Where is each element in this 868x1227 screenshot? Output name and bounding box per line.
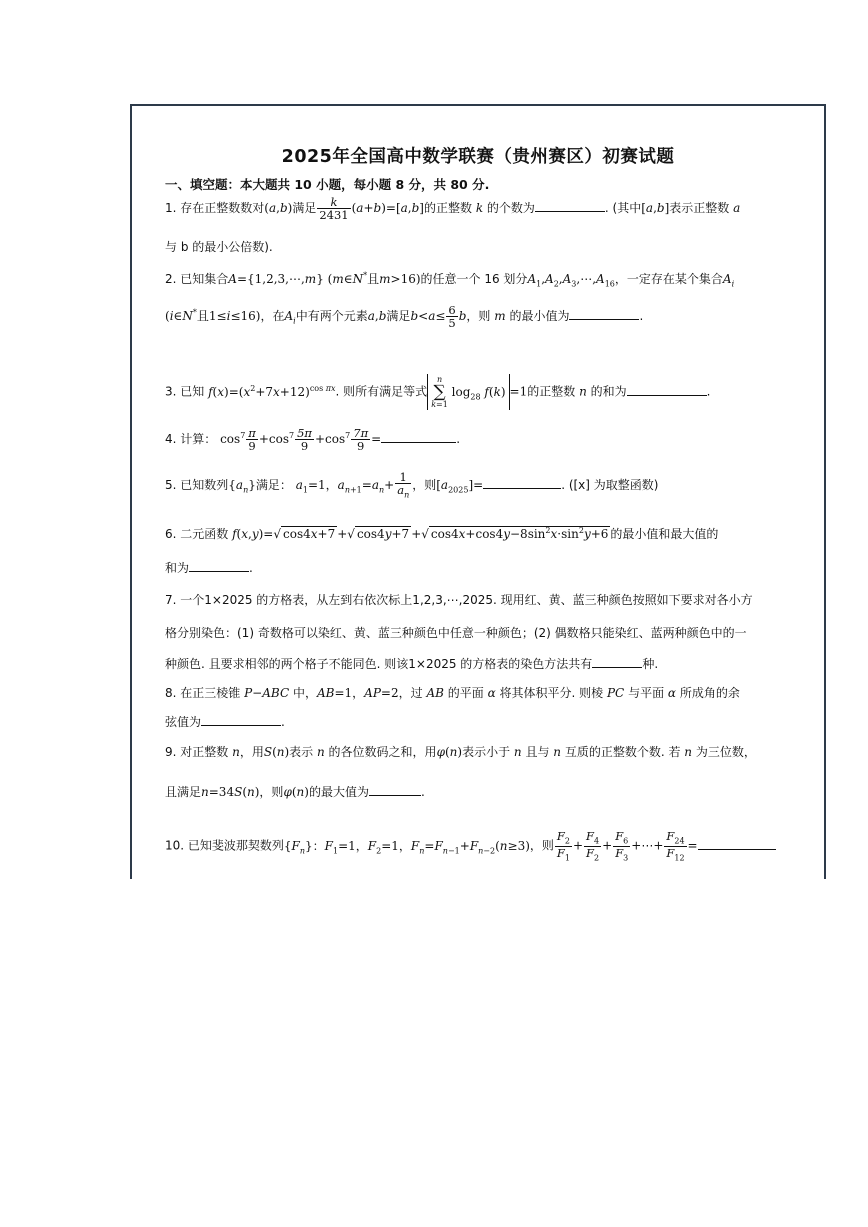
question-9-cont: 且满足n=34S(n)，则φ(n)的最大值为 .	[165, 785, 425, 799]
answer-blank[interactable]	[381, 430, 456, 443]
question-6: 6. 二元函数 f(x,y)=√ cos4x+7 +√ cos4y+7 +√ $\cos 4x+\cos 4y-8\sin^2x\cdot\sin^2y+6$ 的最小值和最大值的	[165, 526, 719, 541]
question-8: 8. 在正三棱锥 P−ABC 中，AB=1，AP=2，过 AB 的平面 α 将其体积平分. 则棱 PC 与平面 α 所成角的余	[165, 686, 740, 700]
answer-blank[interactable]	[369, 783, 421, 796]
question-3: 3. 已知 $f(x)=(x^2+7x+12)^{cos \pi x}$. 则所有满足等式n ∑ k=1 $\log_{28} f(k) =1$的正整数 n 的和为 .	[165, 375, 711, 409]
answer-blank[interactable]	[627, 383, 707, 396]
question-4: 4. 计算： $\cos^7$ $\frac{\pi}{9}$ $+\cos^7$ $\frac{5\pi}{9}$ $+\cos^7$ $\frac{7\pi}{9}$ = .	[165, 426, 461, 454]
question-1: 1. 存在正整数数对(a,b)满足 $\frac{k}{2431}$ (a+b)=[a,b]的正整数 k 的个数为 . (其中[a,b]表示正整数 a	[165, 195, 741, 223]
question-10: 10. 已知斐波那契数列$\{F_n\}$：$F_1=1$，$F_2=1$，$F_n=F_{n-1}+F_{n-2}(n\ge 3)$，则 $\frac{F_2}{F_1}$ + $\frac{F_4}{F_2}$ + $\frac{F_6}{F_3}$ +⋯+ $\frac{F_{24}}{F_{12}}$ =	[165, 830, 776, 862]
question-7: 7. 一个1×2025 的方格表，从左到右依次标上1,2,3,⋯,2025. 现用红、黄、蓝三种颜色按照如下要求对各小方	[165, 593, 753, 607]
question-7-cont2: 种颜色. 且要求相邻的两个格子不能同色. 则该1×2025 的方格表的染色方法共有 种.	[165, 657, 659, 671]
page-title: 2025年全国高中数学联赛（贵州赛区）初赛试题	[281, 147, 675, 167]
answer-blank[interactable]	[483, 476, 561, 489]
question-2-cont: (i∈N*且1≤i≤16)，在$A_i$中有两个元素a,b满足b<a≤ $\frac{6}{5}$ b，则 m 的最小值为 .	[165, 303, 644, 331]
question-1-cont: 与 b 的最小公倍数).	[165, 240, 273, 254]
question-6-cont: 和为 .	[165, 561, 253, 575]
answer-blank[interactable]	[592, 655, 642, 668]
answer-blank[interactable]	[569, 307, 639, 320]
question-7-cont: 格分别染色：(1) 奇数格可以染红、黄、蓝三种颜色中任意一种颜色；(2) 偶数格只能染红、蓝两种颜色中的一	[165, 626, 747, 640]
question-5: 5. 已知数列$\{a_n\}$满足： $a_1=1$，$a_{n+1}=a_n+$ $\frac{1}{a_n}$ ，则$[a_{2025}]=$ . ([x] 为取整函数)	[165, 470, 659, 500]
answer-blank[interactable]	[201, 713, 281, 726]
answer-blank[interactable]	[698, 837, 776, 850]
question-2: 2. 已知集合A={1,2,3,⋯,m} (m∈N*且m>16)的任意一个 16 划分$A_1,A_2,A_3,\cdots,A_{16}$，一定存在某个集合$A_i$	[165, 271, 735, 289]
answer-blank[interactable]	[189, 559, 249, 572]
answer-blank[interactable]	[535, 199, 605, 212]
question-9: 9. 对正整数 n，用S(n)表示 n 的各位数码之和，用φ(n)表示小于 n 且与 n 互质的正整数个数. 若 n 为三位数，	[165, 745, 756, 759]
section-heading: 一、填空题：本大题共 10 小题，每小题 8 分，共 80 分.	[165, 177, 490, 192]
question-8-cont: 弦值为 .	[165, 715, 285, 729]
